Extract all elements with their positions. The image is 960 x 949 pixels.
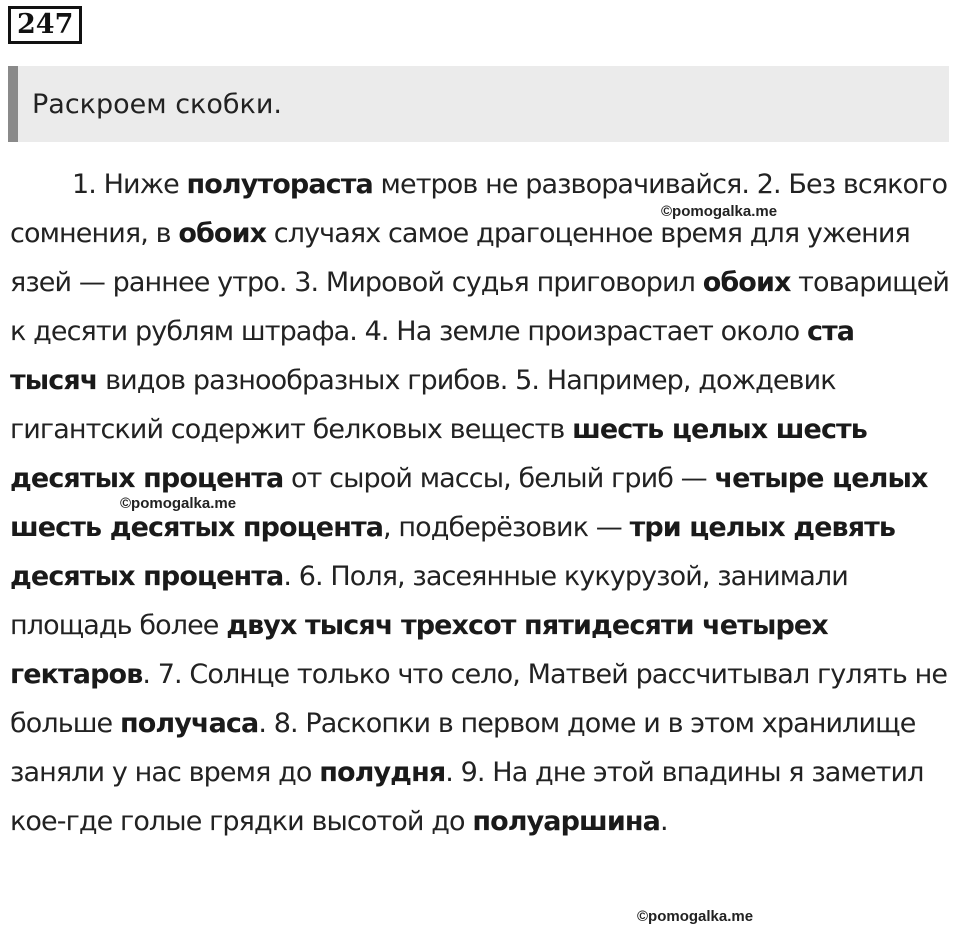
- watermark: ©pomogalka.me: [120, 495, 237, 512]
- text-run: . 6. Поля, засеянные кукурузой, занимали площадь более: [10, 561, 848, 641]
- text-run: , подберёзовик —: [383, 512, 630, 543]
- text-run: видов разнообразных грибов. 5. Например, дождевик гигантский содержит белковых веществ: [10, 365, 836, 445]
- text-run: . 9. На дне этой впадины я заметил кое-где голые грядки высотой до: [10, 757, 924, 837]
- task-number: 247: [8, 6, 82, 44]
- answer-highlight: двух тысяч трехсот пятидесяти четырех гектаров: [10, 610, 828, 690]
- answer-highlight: четыре целых шесть десятых процента: [10, 463, 928, 543]
- answer-highlight: ста тысяч: [10, 316, 855, 396]
- task-instruction-box: [8, 66, 949, 142]
- answer-highlight: полутораста: [186, 169, 373, 200]
- answer-highlight: полуаршина: [472, 806, 660, 837]
- text-run: случаях самое драгоценное время для ужения язей — раннее утро. 3. Мировой судья приговорил: [10, 218, 910, 298]
- text-run: . 7. Солнце только что село, Матвей рассчитывал гулять не больше: [10, 659, 948, 739]
- watermark: ©pomogalka.me: [661, 203, 778, 220]
- answer-highlight: шесть целых шесть десятых процента: [10, 414, 867, 494]
- text-run: 1. Ниже: [72, 169, 187, 200]
- text-run: метров не разворачивайся. 2. Без всякого сомнения, в: [10, 169, 948, 249]
- text-run: товарищей к десяти рублям штрафа. 4. На земле произрастает около: [10, 267, 950, 347]
- text-run: . 8. Раскопки в первом доме и в этом хранилище заняли у нас время до: [10, 708, 916, 788]
- watermark: ©pomogalka.me: [637, 908, 754, 925]
- answer-highlight: три целых девять десятых процента: [10, 512, 896, 592]
- text-run: от сырой массы, белый гриб —: [283, 463, 715, 494]
- answer-highlight: полудня: [319, 757, 446, 788]
- answer-highlight: обоих: [702, 267, 791, 298]
- text-run: .: [659, 806, 668, 837]
- answer-highlight: обоих: [178, 218, 267, 249]
- answer-highlight: получаса: [119, 708, 259, 739]
- task-instruction: Раскроем скобки.: [32, 88, 282, 120]
